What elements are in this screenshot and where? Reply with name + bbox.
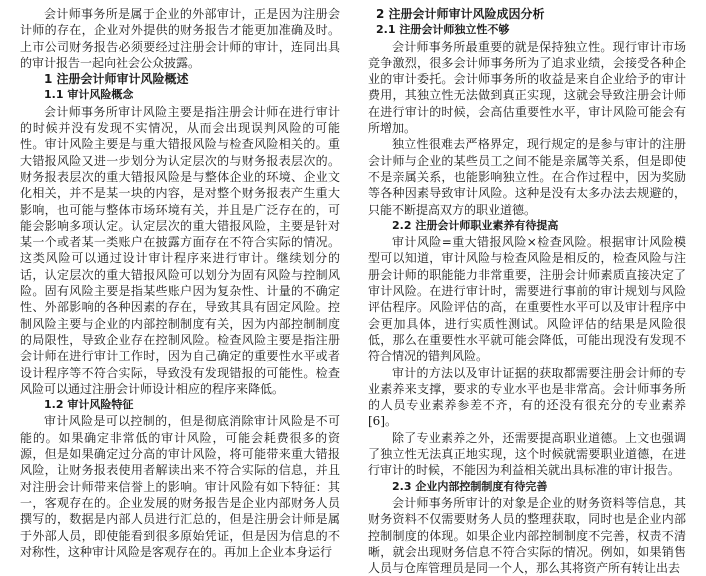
subsection-2-3-paragraph: 会计师事务所审计的对象是企业的财务资料等信息，其财务资料不仅需要财务人员的整理获取，同时也是企业内部控制制度的体现。如果企业内部控制制度不完善，权责不清晰，就会出现财务信息不符合实际的情况。例如，如果销售人员与仓库管理员是同一个人，那么其将资产所有转让出去 xyxy=(368,495,686,576)
right-column xyxy=(368,6,686,576)
subsection-1-1-heading: 1.1 审计风险概念 xyxy=(44,88,134,102)
subsection-2-1-paragraph-2: 独立性很难去严格界定，现行规定的是参与审计的注册会计师与企业的某些员工之间不能是亲属等关系，但是即使不是亲属关系，也能影响独立性。在合作过程中，因为奖励等各种因素导致审计风险。这种是没有太多办法去规避的，只能不断提高双方的职业道德。 xyxy=(368,137,686,217)
intro-paragraph: 会计师事务所是属于企业的外部审计，正是因为注册会计师的存在，企业对外提供的财务报告才能更加准确及时。上市公司财务报告必须要经过注册会计师的审计，连同出具的审计报告一起向社会公众披露。 xyxy=(20,7,340,70)
subsection-2-2-paragraph-3: 除了专业素养之外，还需要提高职业道德。上文也强调了独立性无法真正地实现，这个时候就需要职业道德，在进行审计的时候，不能因为利益相关就出具标准的审计报告。 xyxy=(368,430,686,478)
subsection-1-1-paragraph: 会计师事务所审计风险主要是指注册会计师在进行审计的时候并没有发现不实情况，从而会出现误判风险的可能性。审计风险主要是与重大错报风险与检查风险相关的。重大错报风险又进一步划分为认定层次的与财务报表层次的。财务报表层次的重大错报风险是与整体企业的环境、企业文化相关，并不是某一块的内容，是对整个财务报表产生重大影响，也可能与整体市场环境有关，并且是广泛存在的，可能会影响多项认定。认定层次的重大错报风险，主要是针对某一个或者某一类账户在披露方面存在不符合实际的情况。这类风险可以通过设计审计程序来进行审计。继续划分的话，认定层次的重大错报风险可以划分为固有风险与控制风险。固有风险主要是指某些账户因为复杂性、计量的不确定性、外部影响的各种因素的存在，导致其具有固定风险。控制风险主要与企业的内部控制制度有关，因为内部控制制度的局限性，导致企业存在控制风险。检查风险主要是指注册会计师在进行审计工作时，因为自己确定的重要性水平或者设计程序等不符合实际，导致没有发现错报的可能性。检查风险可以通过注册会计师设计相应的程序来降低。 xyxy=(20,104,340,396)
subsection-1-2-paragraph: 审计风险是可以控制的，但是彻底消除审计风险是不可能的。如果确定非常低的审计风险，可能会耗费很多的资源，但是如果确定过分高的审计风险，将可能带来重大错报风险，让财务报表使用者解读出来不符合实际的信息，并且对注册会计师带来信誉上的影响。审计风险有如下特征：其一，客观存在的。企业发展的财务报告是企业内部财务人员撰写的，数据是内部人员进行汇总的，但是注册会计师是属于外部人员，即使能看到很多原始凭证，但是因为信息的不对称性，这种审计风险是客观存在的。再加上企业本身运行 xyxy=(20,414,340,559)
subsection-2-2-heading: 2.2 注册会计师职业素养有待提高 xyxy=(392,218,559,232)
section-2-heading: 2 注册会计师审计风险成因分析 xyxy=(376,7,545,21)
subsection-2-1-paragraph-1: 会计师事务所最重要的就是保持独立性。现行审计市场竞争激烈，很多会计师事务所为了追求业绩，会接受各种企业的审计委托。会计师事务所的收益是来自企业给予的审计费用，其独立性无法做到真正实现，这就会导致注册会计师在进行审计的时候，会高估重要性水平，审计风险可能会有所增加。 xyxy=(368,39,686,136)
left-column xyxy=(20,6,340,560)
section-1-heading: 1 注册会计师审计风险概述 xyxy=(44,72,189,87)
subsection-2-1-heading: 2.1 注册会计师独立性不够 xyxy=(376,23,510,37)
subsection-2-2-paragraph-2: 审计的方法以及审计证据的获取都需要注册会计师的专业素养来支撑，要求的专业水平也是非常高。会计师事务所的人员专业素养参差不齐，有的还没有很充分的专业素养[6]。 xyxy=(368,365,686,429)
subsection-2-3-heading: 2.3 企业内部控制制度有待完善 xyxy=(392,479,548,493)
subsection-2-2-paragraph-1: 审计风险=重大错报风险×检查风险。根据审计风险模型可以知道，审计风险与检查风险是相反的，检查风险与注册会计师的职能能力非常重要，注册会计师素质直接决定了审计风险。在进行审计时，需要进行事前的审计规划与风险评估程序。风险评估的高，在重要性水平可以及审计程序中会更加具体，进行实质性测试。风险评估的结果是风险很低，那么在重要性水平就可能会降低，可能出现没有发现不符合情况的错判风险。 xyxy=(368,235,686,364)
subsection-1-2-heading: 1.2 审计风险特征 xyxy=(44,398,134,412)
